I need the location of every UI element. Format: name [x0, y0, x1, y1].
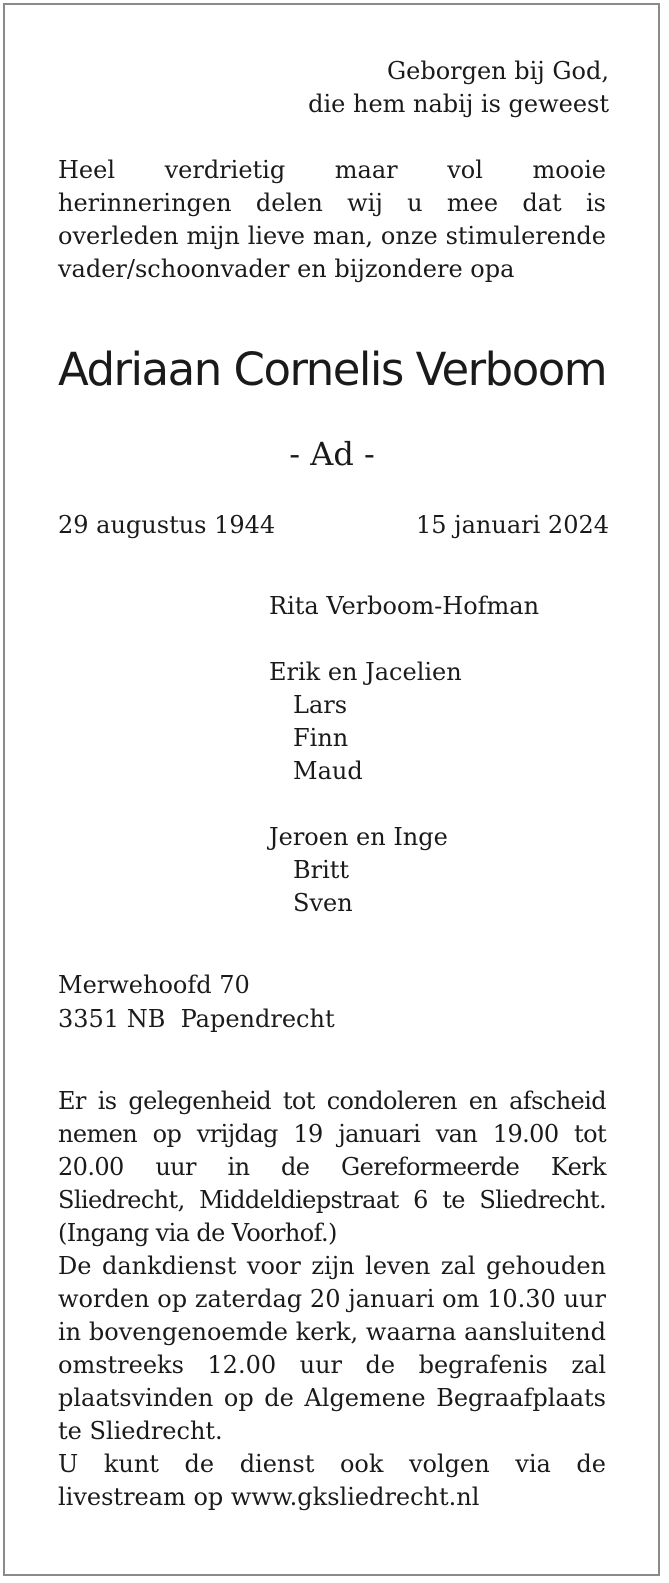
- motto-line-2: die hem nabij is geweest: [308, 90, 609, 118]
- grandchild-name: Lars: [293, 691, 348, 719]
- deceased-nickname: - Ad -: [289, 435, 375, 473]
- service-text: De dankdienst voor zijn leven zal gehouden worden op zaterdag 20 januari om 10.30 uur in bovengenoemde kerk, waarna aansluitend omstreeks 12.00 uur de begrafenis zal plaatsvinden op de Algemene Begraafplaats te Sliedrecht.: [58, 1252, 606, 1445]
- birth-date: 29 augustus 1944: [58, 511, 276, 539]
- intro-text: Heel verdrietig maar vol mooie herinneringen delen wij u mee dat is overleden mijn lieve man, onze stimulerende vader/schoonvader en bijzondere opa: [58, 156, 606, 283]
- spouse-name: Rita Verboom-Hofman: [269, 592, 540, 620]
- grandchild-name: Maud: [293, 757, 363, 785]
- family-group-1-parents: Erik en Jacelien: [269, 658, 462, 686]
- family-list: [269, 590, 539, 920]
- grandchild-name: Sven: [293, 889, 353, 917]
- condolence-text: Er is gelegenheid tot condoleren en afscheid nemen op vrijdag 19 januari van 19.00 tot 20.00 uur in de Gereformeerde Kerk Sliedrecht, Middeldiepstraat 6 te Sliedrecht. (Ingang via de Voorhof.): [58, 1087, 606, 1247]
- family-group-2-parents: Jeroen en Inge: [269, 823, 448, 851]
- livestream-text: U kunt de dienst ook volgen via de livestream op www.gksliedrecht.nl: [58, 1450, 606, 1511]
- grandchild-name: Finn: [293, 724, 349, 752]
- address-street: Merwehoofd 70: [58, 971, 250, 999]
- address-city: 3351 NB Papendrecht: [58, 1005, 335, 1033]
- motto-line-1: Geborgen bij God,: [386, 57, 609, 85]
- grandchild-name: Britt: [293, 856, 350, 884]
- deceased-name: Adriaan Cornelis Verboom: [58, 343, 607, 396]
- death-date: 15 januari 2024: [416, 511, 609, 539]
